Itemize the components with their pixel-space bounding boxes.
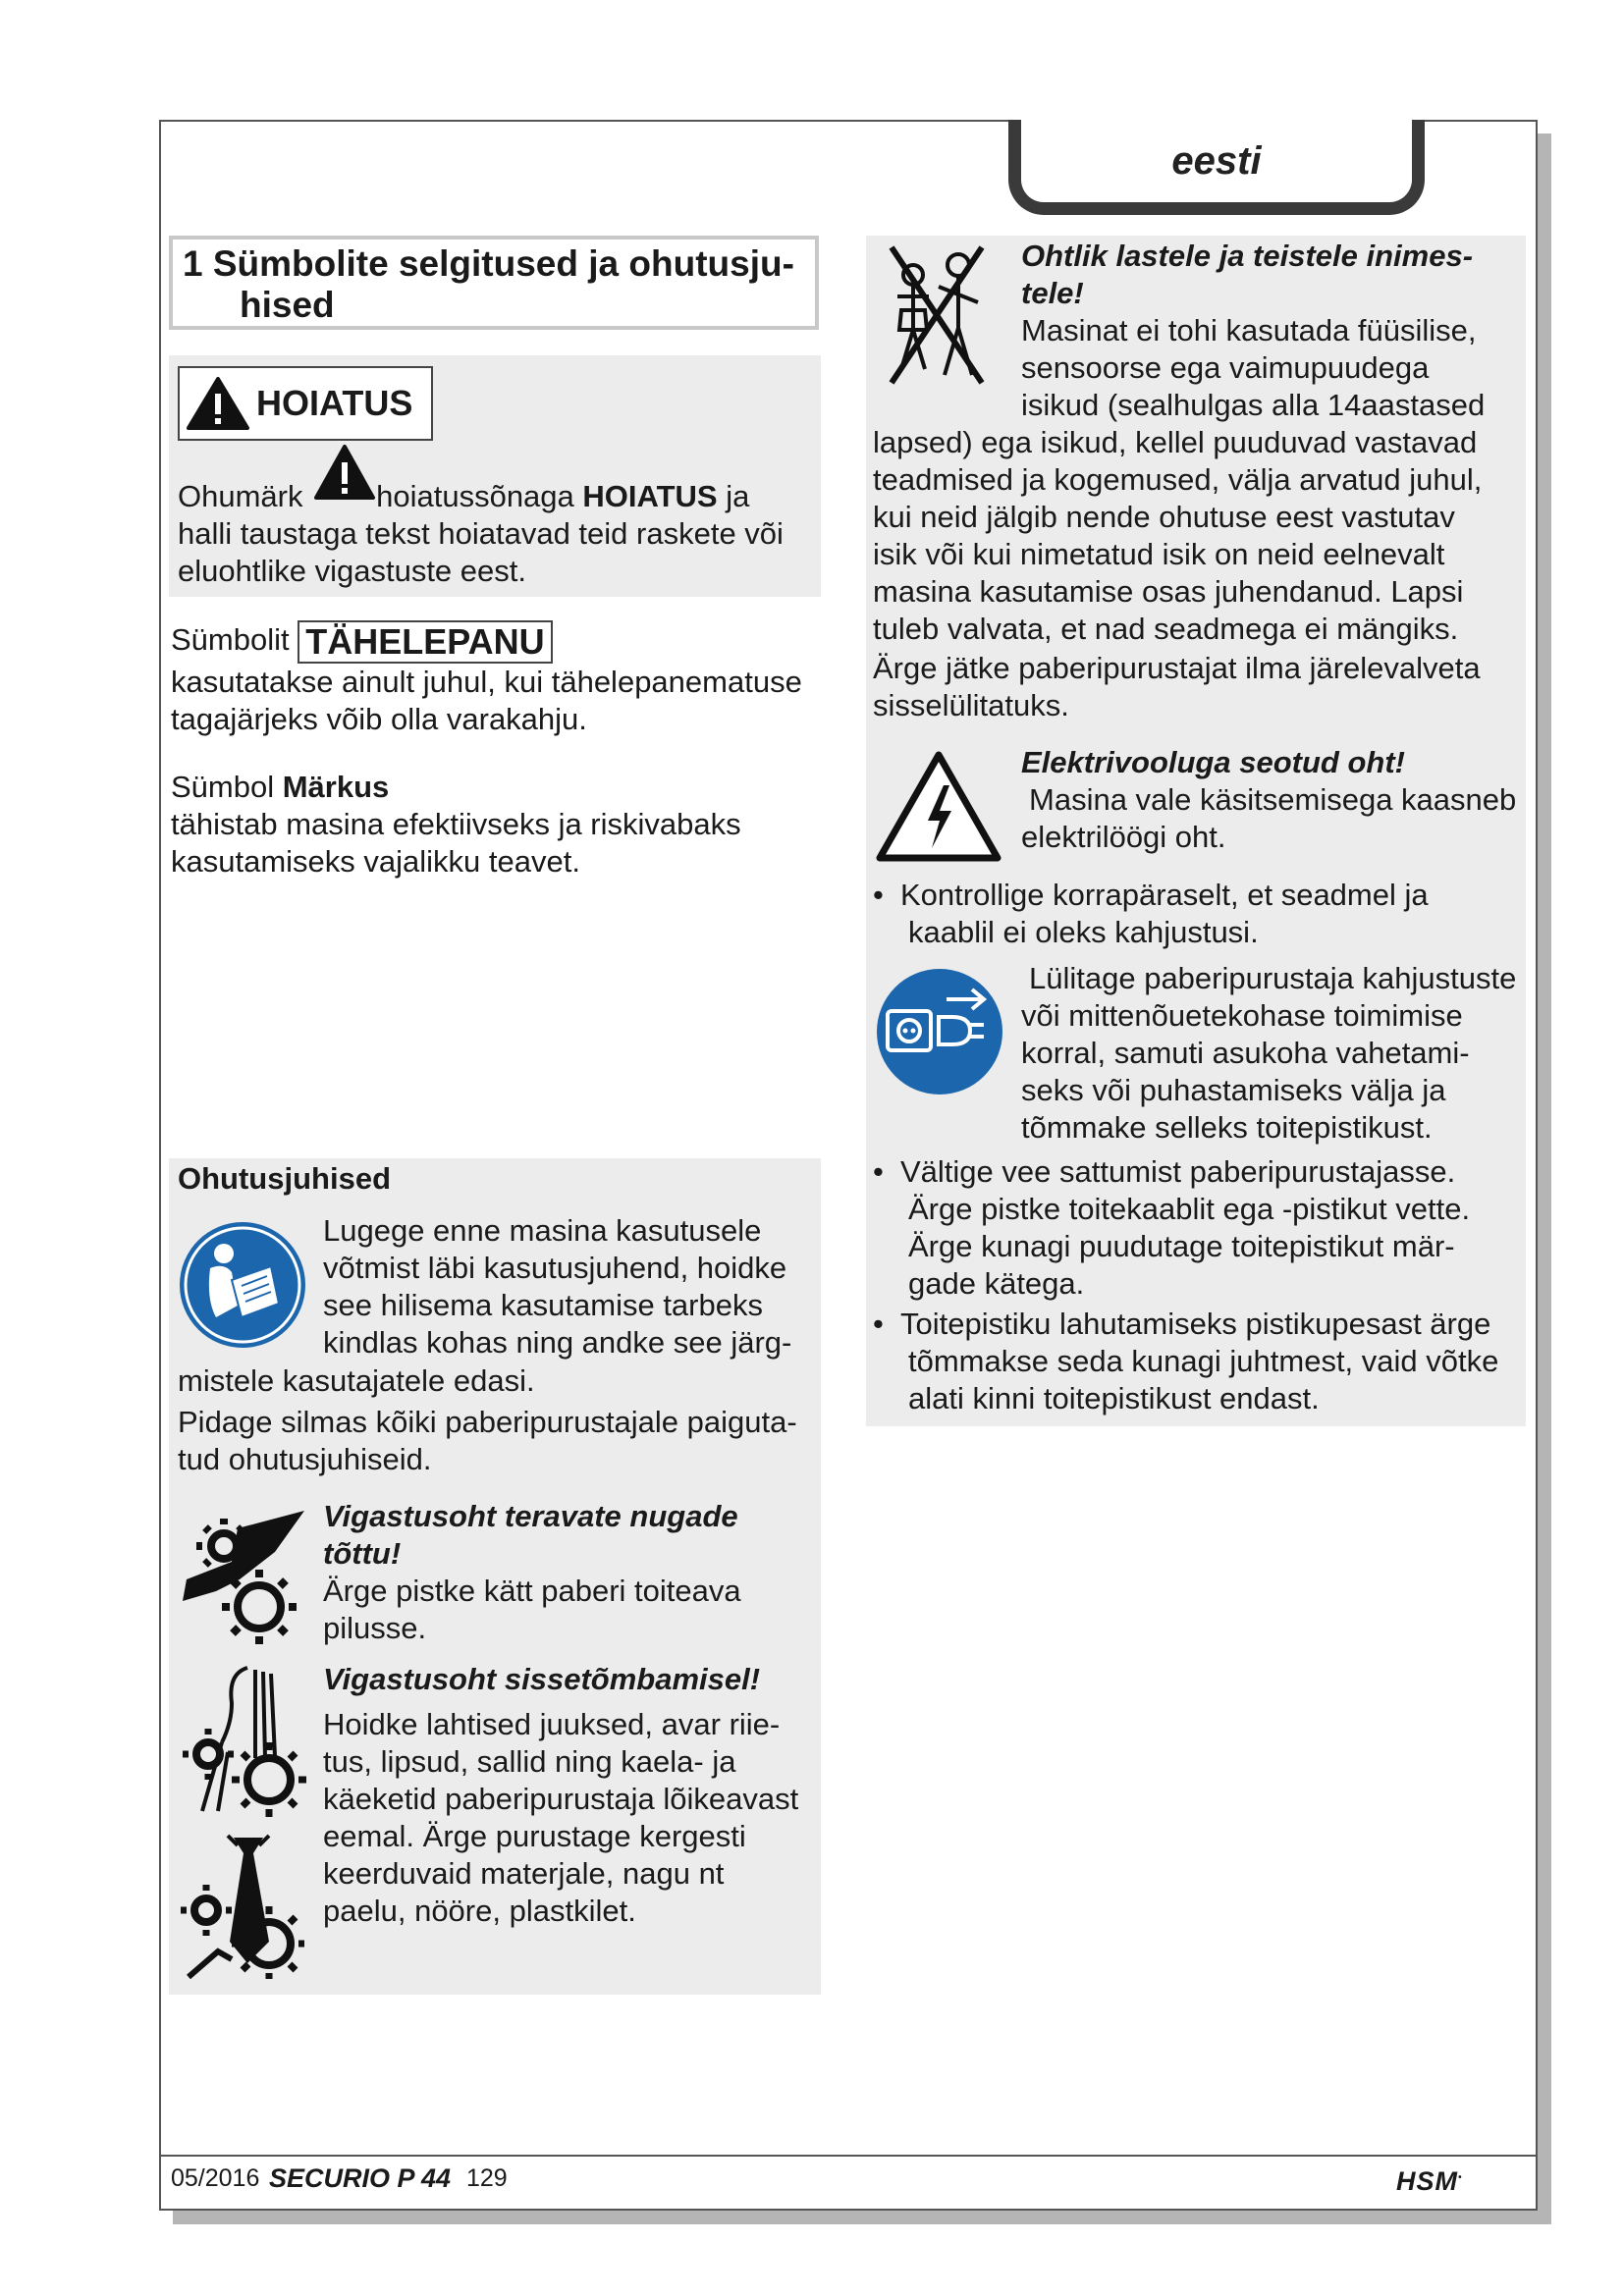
manual-text <box>323 1212 814 1362</box>
unplug-text: seks või puhastamiseks välja ja <box>1021 1073 1446 1107</box>
bullet-dot: • <box>873 1154 884 1189</box>
warning-explanation <box>178 478 806 590</box>
note-prefix: Sümbol <box>171 770 275 804</box>
children-text: Masinat ei tohi kasutada füüsilise, <box>1021 313 1477 347</box>
warning-text-c: HOIATUS <box>582 479 718 513</box>
warning-triangle-icon <box>186 376 250 431</box>
note-label: Märkus <box>282 770 390 804</box>
bullet-dot: • <box>873 1307 884 1341</box>
plug-text: alati kinni toitepistikust endast. <box>908 1381 1320 1415</box>
footer-model: SECURIO P 44 <box>269 2163 452 2193</box>
unplug-block <box>1021 960 1532 1147</box>
electric-block <box>1021 744 1532 856</box>
cut-hazard-text: Ärge pistke kätt paberi toiteava <box>323 1574 741 1608</box>
children-text: lapsed) ega isikud, kellel puuduvad vastavad <box>873 425 1478 459</box>
unattended-text: sisselülitatuks. <box>873 688 1069 722</box>
warning-signal-box <box>178 366 433 441</box>
water-bullet <box>873 1153 1521 1303</box>
language-tab <box>1008 120 1425 215</box>
electric-title: Elektrivooluga seotud oht! <box>1021 745 1405 779</box>
unplug-text: Lülitage paberipurustaja kahjustuste <box>1029 961 1517 995</box>
warning-text-d: ja <box>726 479 750 513</box>
unattended-text: Ärge jätke paberipurustajat ilma järelevalveta <box>873 651 1481 685</box>
pull-hazard-title: Vigastusoht sissetõmbamisel! <box>323 1662 761 1696</box>
plug-bullet <box>873 1306 1521 1417</box>
note-text-line1: tähistab masina efektiivseks ja riskivabaks <box>171 807 741 841</box>
manual-text-full: mistele kasutajatele edasi. <box>178 1363 535 1398</box>
children-text-wide <box>873 424 1526 724</box>
language-label: eesti <box>1171 138 1262 183</box>
children-text: isikud (sealhulgas alla 14aastased <box>1021 388 1486 422</box>
water-text: Vältige vee sattumist paberipurustajasse. <box>900 1154 1456 1189</box>
children-text: sensoorse ega vaimupuudega <box>1021 350 1430 385</box>
children-title: tele! <box>1021 276 1084 310</box>
check-text: Kontrollige korrapäraselt, et seadmel ja <box>900 878 1429 912</box>
check-text: kaablil ei oleks kahjustusi. <box>908 915 1259 949</box>
warning-label: HOIATUS <box>256 383 413 423</box>
children-text: isik või kui nimetatud isik on neid eelnevalt <box>873 537 1445 571</box>
warning-text-line2: halli taustaga tekst hoiatavad teid raskete või <box>178 516 784 551</box>
children-block <box>1021 238 1527 424</box>
hair-entanglement-icon <box>179 1664 306 1831</box>
pull-hazard-text: tus, lipsud, sallid ning kaela- ja <box>323 1744 736 1779</box>
notice-prefix: Sümbolit <box>171 622 290 658</box>
manual-line: see hilisema kasutamise tarbeks <box>323 1288 763 1322</box>
cut-hazard-icon <box>177 1507 314 1644</box>
observe-line: tud ohutusjuhiseid. <box>178 1442 432 1476</box>
check-bullet <box>873 877 1521 951</box>
section-title <box>169 236 819 330</box>
children-prohibited-icon <box>884 241 992 389</box>
pull-hazard-text: paelu, nööre, plastkilet. <box>323 1894 636 1928</box>
notice-text-line2: tagajärjeks võib olla varakahju. <box>171 702 587 736</box>
footer-rule <box>159 2155 1536 2157</box>
notice-block <box>171 620 819 738</box>
cut-hazard-text: pilusse. <box>323 1611 427 1645</box>
children-title: Ohtlik lastele ja teistele inimes- <box>1021 239 1474 273</box>
manual-line: Lugege enne masina kasutusele <box>323 1213 762 1248</box>
warning-text-a: Ohumärk <box>178 479 303 513</box>
bullet-dot: • <box>873 878 884 912</box>
cut-hazard-title: tõttu! <box>323 1536 402 1571</box>
water-text: gade kätega. <box>908 1266 1085 1301</box>
tie-entanglement-icon <box>179 1834 306 1981</box>
brand-name: HSM <box>1396 2166 1458 2196</box>
children-text: kui neid jälgib nende ohutuse eest vastutav <box>873 500 1455 534</box>
observe-text <box>178 1404 816 1478</box>
warning-triangle-inline-icon <box>313 443 376 502</box>
electric-text: Masina vale käsitsemisega kaasneb <box>1029 782 1517 817</box>
note-block <box>171 769 819 881</box>
electric-hazard-icon <box>875 750 1002 864</box>
pull-hazard-text: käeketid paberipurustaja lõikeavast <box>323 1782 799 1816</box>
warning-text-b: hoiatussõnaga <box>376 479 574 513</box>
children-text: masina kasutamise osas juhendanud. Lapsi <box>873 574 1464 609</box>
brand-logo: HSM• <box>1396 2166 1463 2196</box>
unplug-icon <box>874 966 1005 1097</box>
section-title-line1: 1 Sümbolite selgitused ja ohutusju- <box>183 243 794 284</box>
plug-text: tõmmakse seda kunagi juhtmest, vaid võtke <box>908 1344 1499 1378</box>
footer-date: 05/2016 <box>171 2164 260 2192</box>
electric-text: elektrilöögi oht. <box>1021 820 1226 854</box>
warning-text-line3: eluohtlike vigastuste eest. <box>178 554 526 588</box>
safety-heading: Ohutusjuhised <box>178 1161 391 1196</box>
pull-hazard-text: eemal. Ärge purustage kergesti <box>323 1819 746 1853</box>
note-text-line2: kasutamiseks vajalikku teavet. <box>171 844 580 879</box>
cut-hazard-title: Vigastusoht teravate nugade <box>323 1499 738 1533</box>
unplug-text: või mittenõuetekohase toimimise <box>1021 998 1463 1033</box>
unplug-text: korral, samuti asukoha vahetami- <box>1021 1036 1470 1070</box>
unplug-text: tõmmake selleks toitepistikust. <box>1021 1110 1433 1145</box>
children-text: teadmised ja kogemused, välja arvatud juhul, <box>873 462 1483 497</box>
notice-signal-box: TÄHELEPANU <box>298 620 552 664</box>
read-manual-icon <box>177 1219 308 1351</box>
manual-line: kindlas kohas ning andke see järg- <box>323 1325 792 1360</box>
notice-text-line1: kasutatakse ainult juhul, kui tähelepanematuse <box>171 665 802 699</box>
water-text: Ärge pistke toitekaablit ega -pistikut vette. <box>908 1192 1471 1226</box>
observe-line: Pidage silmas kõiki paberipurustajale paiguta- <box>178 1405 797 1439</box>
pull-hazard-text: Hoidke lahtised juuksed, avar riie- <box>323 1707 781 1741</box>
footer-page-number: 129 <box>466 2164 508 2192</box>
water-text: Ärge kunagi puudutage toitepistikut mär- <box>908 1229 1455 1263</box>
section-title-line2: hised <box>240 285 335 325</box>
pull-hazard-block <box>323 1661 819 1930</box>
cut-hazard-block <box>323 1498 814 1647</box>
children-text: tuleb valvata, et nad seadmega ei mängiks. <box>873 612 1459 646</box>
plug-text: Toitepistiku lahutamiseks pistikupesast ärge <box>900 1307 1491 1341</box>
manual-line: võtmist läbi kasutusjuhend, hoidke <box>323 1251 787 1285</box>
pull-hazard-text: keerduvaid materjale, nagu nt <box>323 1856 725 1891</box>
